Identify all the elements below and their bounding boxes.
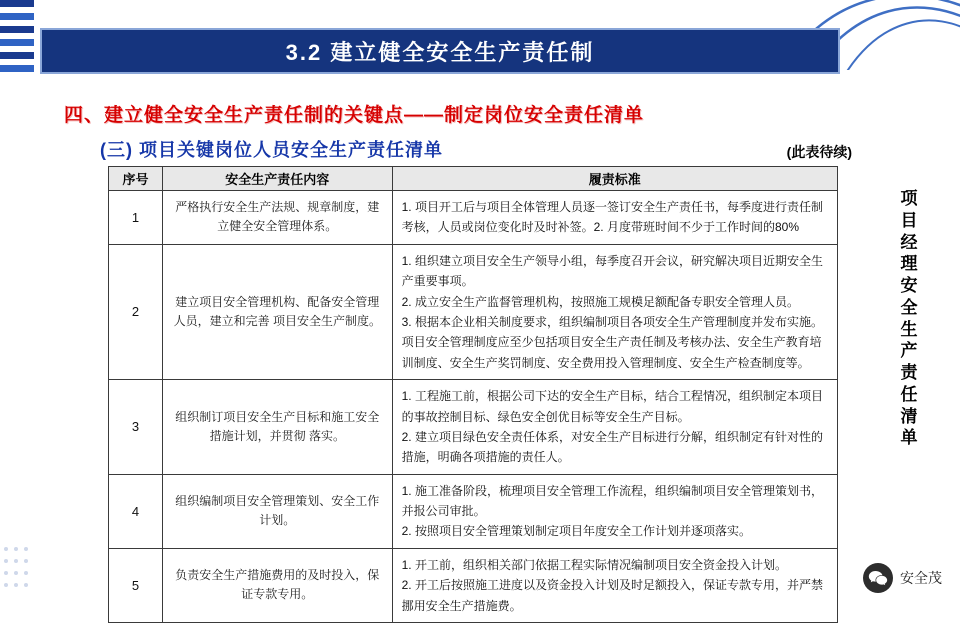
slide-title-bar — [40, 28, 840, 74]
decorative-dots-left — [0, 541, 40, 601]
table-cell-standard: 1. 开工前，组织相关部门依据工程实际情况编制项目安全资金投入计划。 2. 开工后按照施工进度以及资金投入计划及时足额投入，保证专款专用，并严禁挪用安全生产措施费。 — [392, 548, 837, 622]
table-row — [109, 244, 838, 379]
section-heading-red: 四、建立健全安全生产责任制的关键点——制定岗位安全责任清单 — [64, 105, 645, 126]
table-header-standard: 履责标准 — [392, 167, 837, 191]
table-cell-no: 4 — [109, 474, 163, 548]
table-cell-no: 2 — [109, 244, 163, 379]
wechat-name: 安全茂 — [900, 570, 942, 586]
table-cell-content: 组织编制项目安全管理策划、安全工作计划。 — [162, 474, 392, 548]
wechat-icon — [863, 563, 893, 593]
table-header-no: 序号 — [109, 167, 163, 191]
table-row — [109, 548, 838, 622]
table-row — [109, 191, 838, 245]
table-header-row — [109, 167, 838, 191]
wechat-badge — [863, 563, 942, 593]
table-cell-standard: 1. 工程施工前，根据公司下达的安全生产目标，结合工程情况，组织制定本项目的事故控制目标、绿色安全创优目标等安全生产目标。 2. 建立项目绿色安全责任体系，对安全生产目标进行分解，组织制定有针对性的措施，明确各项措施的责任人。 — [392, 380, 837, 475]
table-cell-content: 严格执行安全生产法规、规章制度，建立健全安全管理体系。 — [162, 191, 392, 245]
continued-note: (此表待续) — [786, 144, 852, 160]
responsibility-table — [108, 166, 838, 623]
decorative-stripes-left — [0, 0, 34, 120]
table-header-content: 安全生产责任内容 — [162, 167, 392, 191]
table-row — [109, 474, 838, 548]
table-cell-content: 组织制订项目安全生产目标和施工安全措施计划，并贯彻 落实。 — [162, 380, 392, 475]
page-title: 3.2 建立健全安全生产责任制 — [285, 39, 595, 65]
table-cell-content: 负责安全生产措施费用的及时投入，保证专款专用。 — [162, 548, 392, 622]
vertical-side-title: 项 目 经 理 安 全 生 产 责 任 清 单 — [900, 189, 918, 448]
table-row — [109, 380, 838, 475]
table-cell-standard: 1. 项目开工后与项目全体管理人员逐一签订安全生产责任书，每季度进行责任制考核，人员或岗位变化时及时补签。2. 月度带班时间不少于工作时间的80% — [392, 191, 837, 245]
table-cell-standard: 1. 施工准备阶段，梳理项目安全管理工作流程，组织编制项目安全管理策划书，并报公司审批。 2. 按照项目安全管理策划制定项目年度安全工作计划并逐项落实。 — [392, 474, 837, 548]
table-cell-standard: 1. 组织建立项目安全生产领导小组，每季度召开会议，研究解决项目近期安全生产重要事项。 2. 成立安全生产监督管理机构，按照施工规模足额配备专职安全管理人员。 3. 根据本企业相关制度要求，组织编制项目各项安全生产管理制度并发布实施。项目安全管理制度应至少包括项目安全生产责任制及考核办法、安全生产教育培训制度、安全生产奖罚制度、安全费用投入管理制度、安全生产检查制度等。 — [392, 244, 837, 379]
table-cell-no: 3 — [109, 380, 163, 475]
table-body — [109, 191, 838, 623]
table-cell-no: 5 — [109, 548, 163, 622]
subsection-heading-blue: (三) 项目关键岗位人员安全生产责任清单 — [100, 140, 443, 160]
table-cell-content: 建立项目安全管理机构、配备安全管理人员，建立和完善 项目安全生产制度。 — [162, 244, 392, 379]
table-cell-no: 1 — [109, 191, 163, 245]
